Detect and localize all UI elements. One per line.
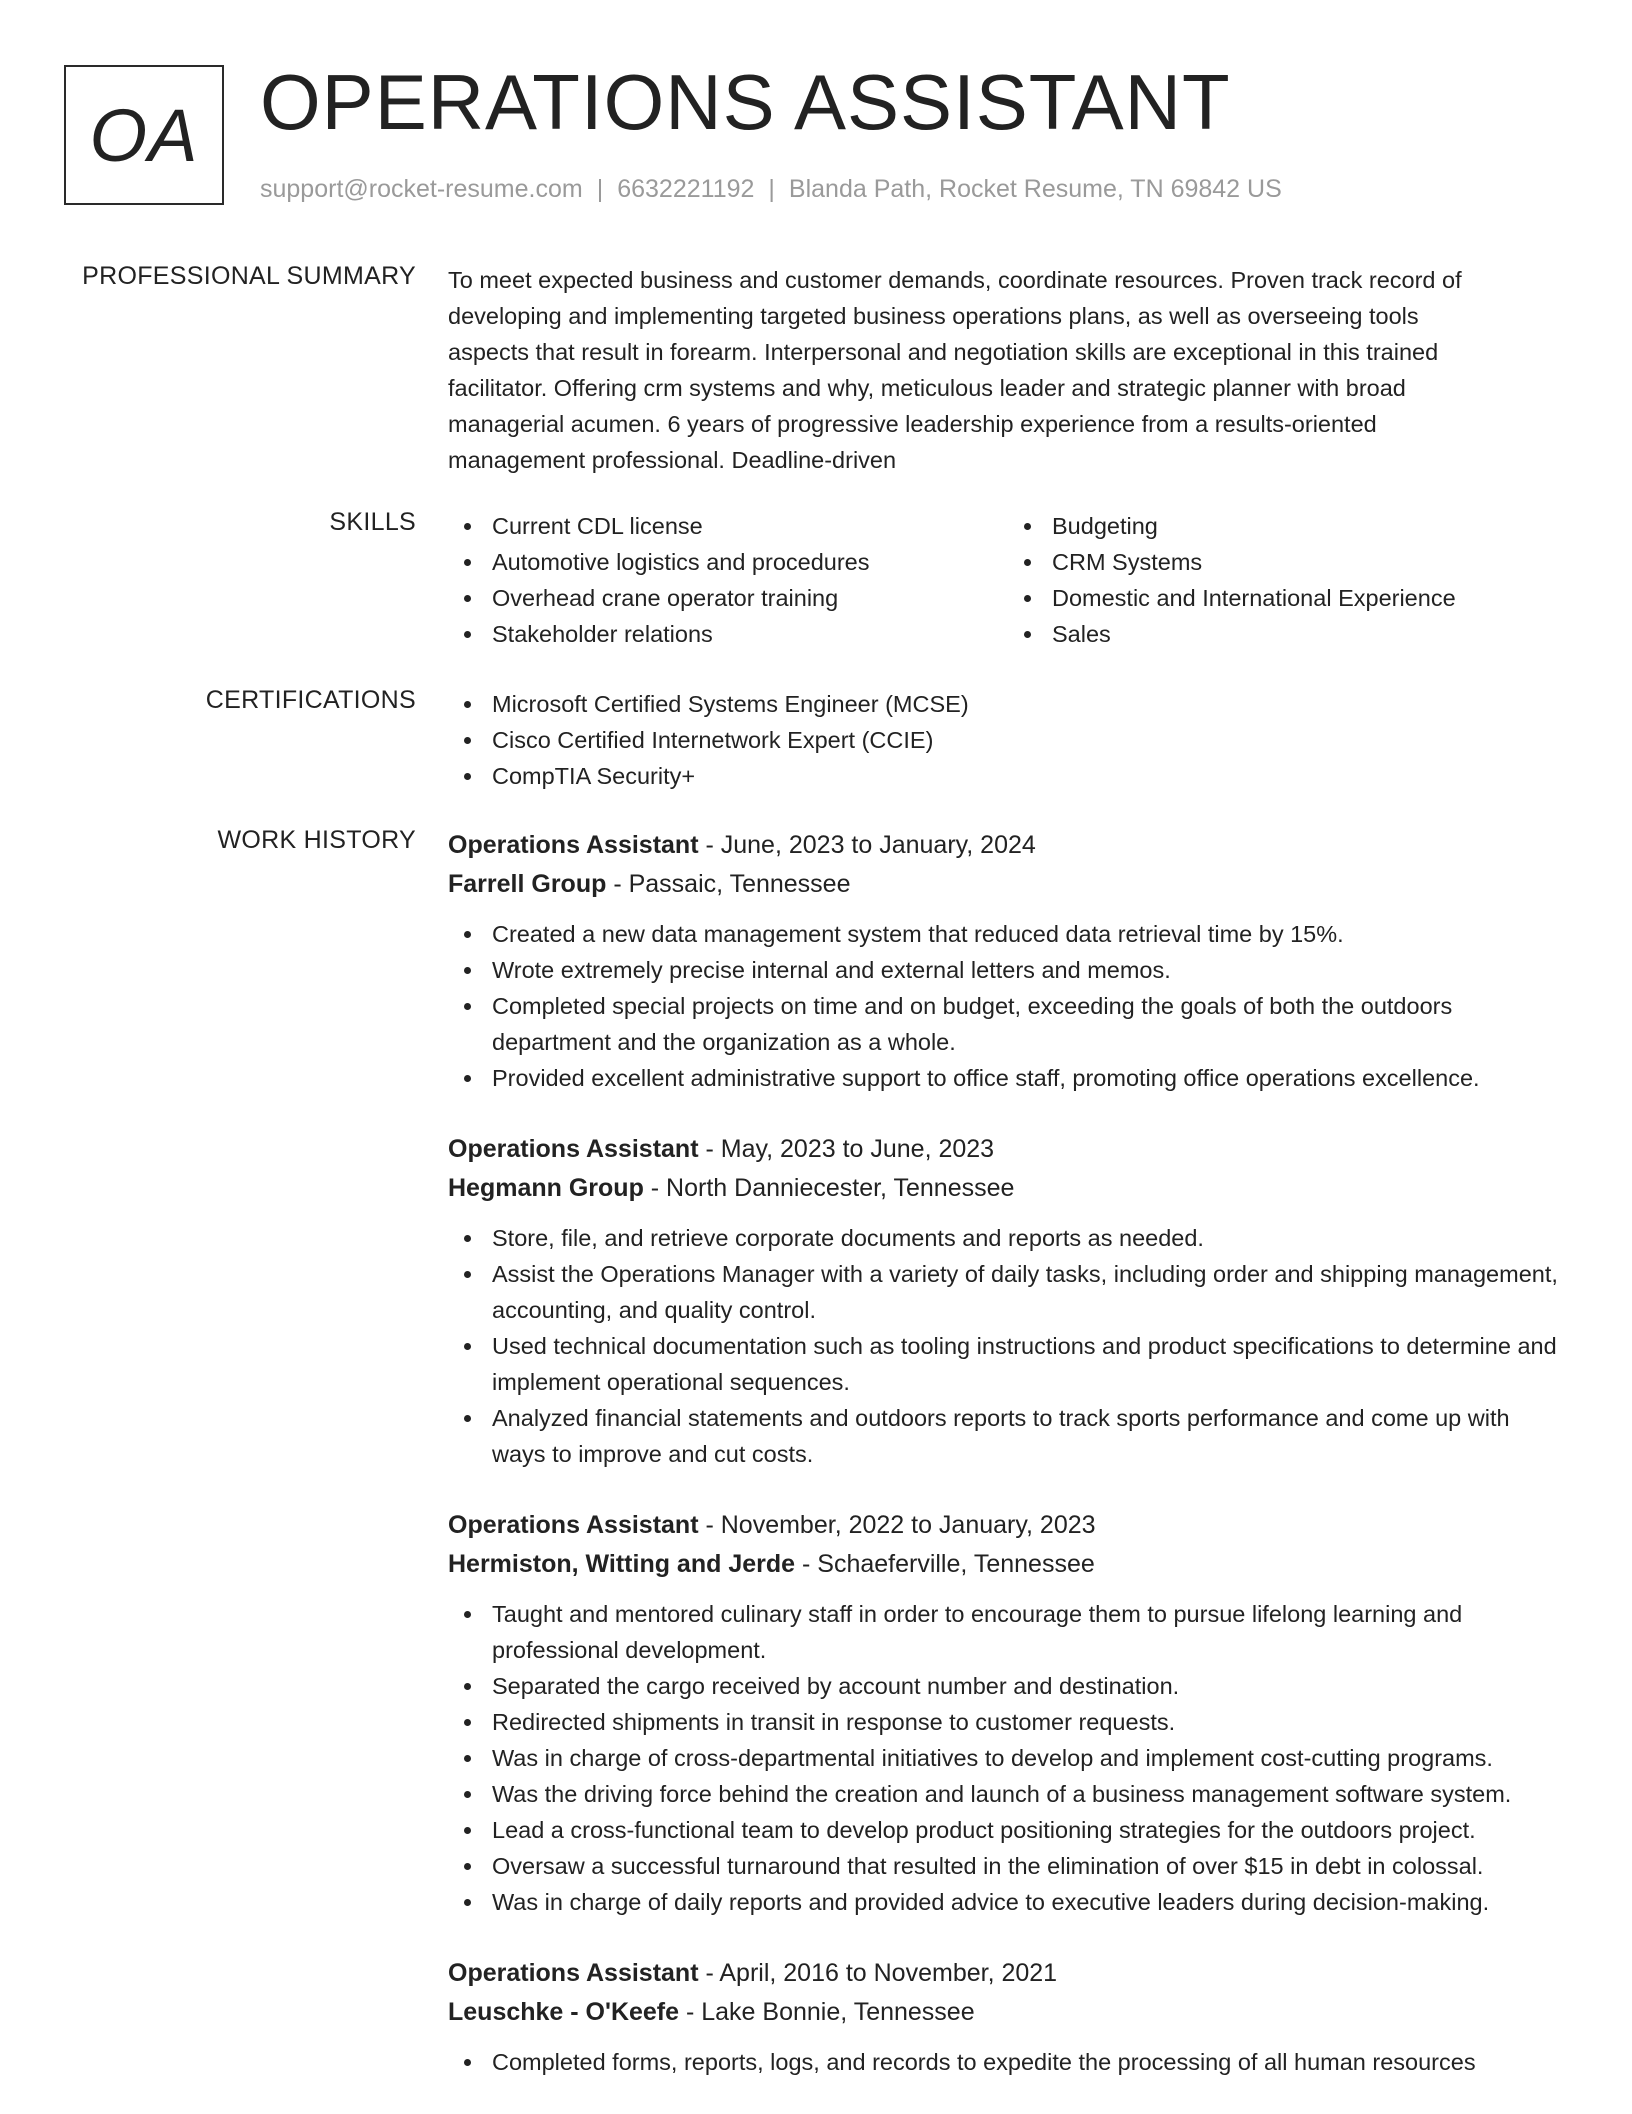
job-role-line [448, 1506, 1568, 1545]
job-dates: - November, 2022 to January, 2023 [698, 1511, 1096, 1539]
skills-column-left [448, 508, 1008, 652]
job-entry [448, 1506, 1568, 1920]
certification-item: CompTIA Security+ [492, 758, 1568, 794]
monogram-initials: OA [89, 93, 199, 177]
job-role-line [448, 826, 1568, 865]
job-duty: Created a new data management system that reduced data retrieval time by 15%. [492, 916, 1568, 952]
job-duties [448, 916, 1568, 1096]
job-duty: Taught and mentored culinary staff in order to encourage them to pursue lifelong learning and professional development. [492, 1596, 1568, 1668]
job-duty: Was in charge of daily reports and provided advice to executive leaders during decision-making. [492, 1884, 1568, 1920]
contact-email[interactable]: support@rocket-resume.com [260, 175, 583, 203]
skill-item: Domestic and International Experience [1052, 580, 1568, 616]
job-duty: Lead a cross-functional team to develop product positioning strategies for the outdoors project. [492, 1812, 1568, 1848]
job-duty: Separated the cargo received by account number and destination. [492, 1668, 1568, 1704]
summary-line: developing and implementing targeted business operations plans, as well as overseeing tools [448, 303, 1419, 329]
job-company-line [448, 865, 1568, 904]
section-title-skills: SKILLS [329, 508, 416, 536]
certification-item: Microsoft Certified Systems Engineer (MCSE) [492, 686, 1568, 722]
work-history-list [448, 826, 1568, 2114]
job-duty: Completed forms, reports, logs, and records to expedite the processing of all human resources [492, 2044, 1568, 2080]
job-duty: Store, file, and retrieve corporate documents and reports as needed. [492, 1220, 1568, 1256]
skill-item: Stakeholder relations [492, 616, 1008, 652]
monogram-box [64, 65, 224, 205]
job-duty: Completed special projects on time and on budget, exceeding the goals of both the outdoors department and the organization as a whole. [492, 988, 1568, 1060]
summary-line: To meet expected business and customer demands, coordinate resources. Proven track record of [448, 267, 1462, 293]
contact-separator: | [596, 175, 604, 203]
skills-column-right [1008, 508, 1568, 652]
skill-item: Sales [1052, 616, 1568, 652]
job-dates: - April, 2016 to November, 2021 [698, 1959, 1058, 1987]
job-entry [448, 826, 1568, 1096]
job-duties [448, 1220, 1568, 1472]
resume-header [64, 58, 1564, 210]
job-location: - Passaic, Tennessee [606, 870, 851, 898]
job-role-line [448, 1954, 1568, 1993]
job-duty: Wrote extremely precise internal and external letters and memos. [492, 952, 1568, 988]
job-company: Hermiston, Witting and Jerde [448, 1550, 796, 1578]
job-title-heading: OPERATIONS ASSISTANT [260, 58, 1231, 146]
job-location: - North Danniecester, Tennessee [643, 1174, 1015, 1202]
job-role: Operations Assistant [448, 1511, 699, 1539]
section-title-certifications: CERTIFICATIONS [205, 686, 416, 714]
job-duty: Redirected shipments in transit in response to customer requests. [492, 1704, 1568, 1740]
job-duties [448, 2044, 1568, 2080]
job-company: Leuschke - O'Keefe [448, 1998, 680, 2026]
job-role: Operations Assistant [448, 831, 699, 859]
summary-line: facilitator. Offering crm systems and why, meticulous leader and strategic planner with broad [448, 375, 1406, 401]
skill-item: Current CDL license [492, 508, 1008, 544]
skill-item: Overhead crane operator training [492, 580, 1008, 616]
skill-item: Automotive logistics and procedures [492, 544, 1008, 580]
job-role-line [448, 1130, 1568, 1169]
certification-item: Cisco Certified Internetwork Expert (CCIE) [492, 722, 1568, 758]
section-title-work-history: WORK HISTORY [217, 826, 416, 854]
job-dates: - May, 2023 to June, 2023 [698, 1135, 995, 1163]
contact-separator: | [768, 175, 775, 203]
certifications-list [448, 686, 1568, 794]
section-title-summary: PROFESSIONAL SUMMARY [82, 262, 416, 290]
job-company: Farrell Group [448, 870, 607, 898]
summary-line: aspects that result in forearm. Interpersonal and negotiation skills are exceptional in this trained [448, 339, 1439, 365]
job-duty: Used technical documentation such as tooling instructions and product specifications to determine and implement operational sequences. [492, 1328, 1568, 1400]
job-duty: Analyzed financial statements and outdoors reports to track sports performance and come up with ways to improve and cut costs. [492, 1400, 1568, 1472]
job-role: Operations Assistant [448, 1959, 699, 1987]
summary-text [448, 262, 1568, 478]
job-company-line [448, 1169, 1568, 1208]
contact-address: Blanda Path, Rocket Resume, TN 69842 US [788, 175, 1282, 203]
job-entry [448, 1130, 1568, 1472]
job-location: - Lake Bonnie, Tennessee [679, 1998, 975, 2026]
contact-line [260, 175, 1282, 204]
job-company-line [448, 1545, 1568, 1584]
contact-phone[interactable]: 6632221192 [617, 175, 755, 203]
skill-item: CRM Systems [1052, 544, 1568, 580]
skill-item: Budgeting [1052, 508, 1568, 544]
job-duty: Assist the Operations Manager with a variety of daily tasks, including order and shipping management, accounting, and quality control. [492, 1256, 1568, 1328]
job-company-line [448, 1993, 1568, 2032]
summary-line: management professional. Deadline-driven [448, 447, 897, 473]
job-duty: Was the driving force behind the creation and launch of a business management software system. [492, 1776, 1568, 1812]
job-duties [448, 1596, 1568, 1920]
job-duty: Provided excellent administrative support to office staff, promoting office operations excellence. [492, 1060, 1568, 1096]
job-dates: - June, 2023 to January, 2024 [698, 831, 1036, 859]
job-role: Operations Assistant [448, 1135, 699, 1163]
skills-list [448, 508, 1568, 652]
job-duty: Was in charge of cross-departmental initiatives to develop and implement cost-cutting programs. [492, 1740, 1568, 1776]
job-duty: Oversaw a successful turnaround that resulted in the elimination of over $15 in debt in colossal. [492, 1848, 1568, 1884]
job-location: - Schaeferville, Tennessee [795, 1550, 1095, 1578]
job-entry [448, 1954, 1568, 2080]
summary-line: managerial acumen. 6 years of progressive leadership experience from a results-oriented [448, 411, 1377, 437]
job-company: Hegmann Group [448, 1174, 644, 1202]
